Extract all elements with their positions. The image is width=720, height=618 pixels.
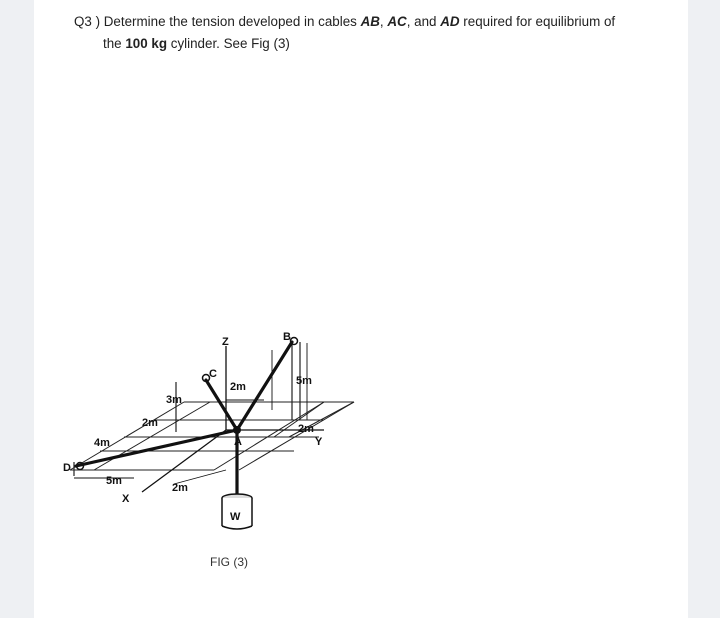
cylinder-mass: 100 kg (125, 36, 168, 51)
label-y: Y (315, 436, 323, 448)
label-z: Z (222, 336, 229, 348)
question-prefix: Q3 ) Determine the tension developed in cables (74, 14, 361, 29)
label-point-a: A (234, 436, 242, 448)
line2-start: the (103, 36, 126, 51)
dim-2m-right: 2m (298, 423, 314, 435)
posts (74, 342, 300, 476)
dim-5m-right: 5m (296, 375, 312, 387)
cable-ac: AC (387, 14, 407, 29)
question-mid: required for equilibrium of (459, 14, 616, 29)
label-x: X (122, 493, 130, 505)
figure-caption: FIG (3) (210, 555, 248, 569)
dim-2m-bottom: 2m (172, 482, 188, 494)
dim-3m: 3m (166, 394, 182, 406)
cable-ad: AD (440, 14, 460, 29)
label-point-c: C (209, 368, 217, 380)
ring-a (233, 426, 241, 434)
separator: , (379, 14, 388, 29)
separator: , and (406, 14, 441, 29)
label-weight: W (230, 511, 241, 523)
dim-4m: 4m (94, 437, 110, 449)
line2-end: cylinder. See Fig (3) (167, 36, 290, 51)
label-point-b: B (283, 331, 291, 343)
label-point-d: D (63, 462, 71, 474)
dim-2m-left: 2m (142, 417, 158, 429)
figure-3-diagram (34, 0, 688, 618)
dim-2m-top: 2m (230, 381, 246, 393)
document-page (34, 0, 688, 618)
dim-5m-bottom: 5m (106, 475, 122, 487)
cables (76, 342, 292, 494)
cable-ab: AB (360, 14, 380, 29)
